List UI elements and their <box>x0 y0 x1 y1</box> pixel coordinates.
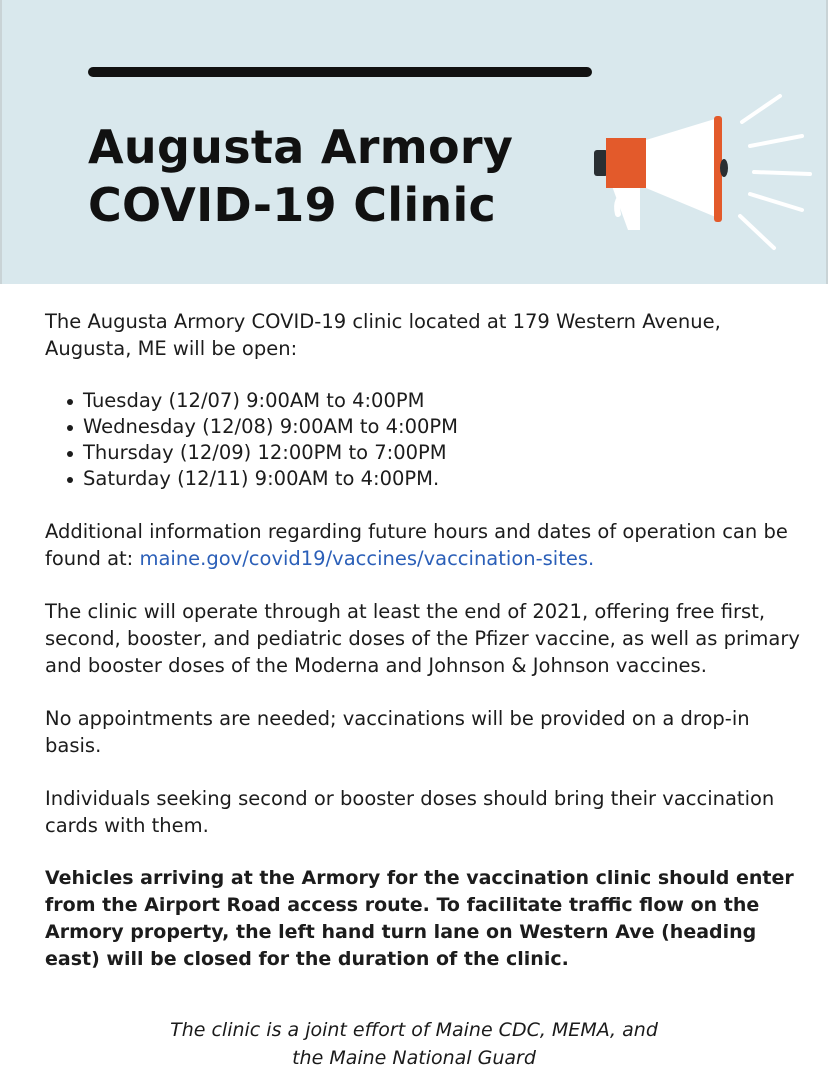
list-item: Thursday (12/09) 12:00PM to 7:00PM <box>65 440 805 466</box>
operation-paragraph: The clinic will operate through at least the end of 2021, offering free first, second, booster, and pediatric doses of the Pfizer vaccine, as well as primary and booster doses of the Moderna and Johnson & Johnson vaccines. <box>45 600 800 677</box>
additional-info-text: Additional information regarding future hours and dates of operation can be found at: <box>45 520 788 570</box>
header-banner <box>0 0 828 284</box>
megaphone-body <box>606 138 646 188</box>
intro-paragraph: The Augusta Armory COVID-19 clinic located at 179 Western Avenue, Augusta, ME will be open: <box>45 310 721 360</box>
hours-list <box>45 388 805 492</box>
title-line-2: COVID-19 Clinic <box>88 178 497 232</box>
footer-line-1: The clinic is a joint effort of Maine CDC, MEMA, and <box>170 1019 658 1041</box>
vaccination-cards-paragraph: Individuals seeking second or booster doses should bring their vaccination cards with them. <box>45 787 775 837</box>
page-title <box>88 118 513 234</box>
list-item: Saturday (12/11) 9:00AM to 4:00PM. <box>65 466 805 492</box>
title-line-1: Augusta Armory <box>88 120 514 174</box>
megaphone-cap <box>594 150 608 176</box>
footer-credit <box>45 1016 783 1072</box>
footer-line-2: the Maine National Guard <box>292 1047 536 1069</box>
content-body <box>45 308 805 999</box>
additional-info-paragraph <box>45 518 805 572</box>
list-item: Tuesday (12/07) 9:00AM to 4:00PM <box>65 388 805 414</box>
vaccination-sites-link[interactable]: maine.gov/covid19/vaccines/vaccination-sites. <box>139 547 595 570</box>
megaphone-icon <box>590 88 820 258</box>
list-item: Wednesday (12/08) 9:00AM to 4:00PM <box>65 414 805 440</box>
appointments-paragraph: No appointments are needed; vaccinations will be provided on a drop-in basis. <box>45 707 750 757</box>
megaphone-cone <box>646 118 718 218</box>
sound-lines <box>740 96 810 248</box>
vehicles-paragraph: Vehicles arriving at the Armory for the vaccination clinic should enter from the Airport Road access route. To facilitate traffic flow on the Armory property, the left hand turn lane on Western Ave (heading east) will be closed for the duration of the clinic. <box>45 867 794 970</box>
decorative-bar <box>88 67 592 77</box>
